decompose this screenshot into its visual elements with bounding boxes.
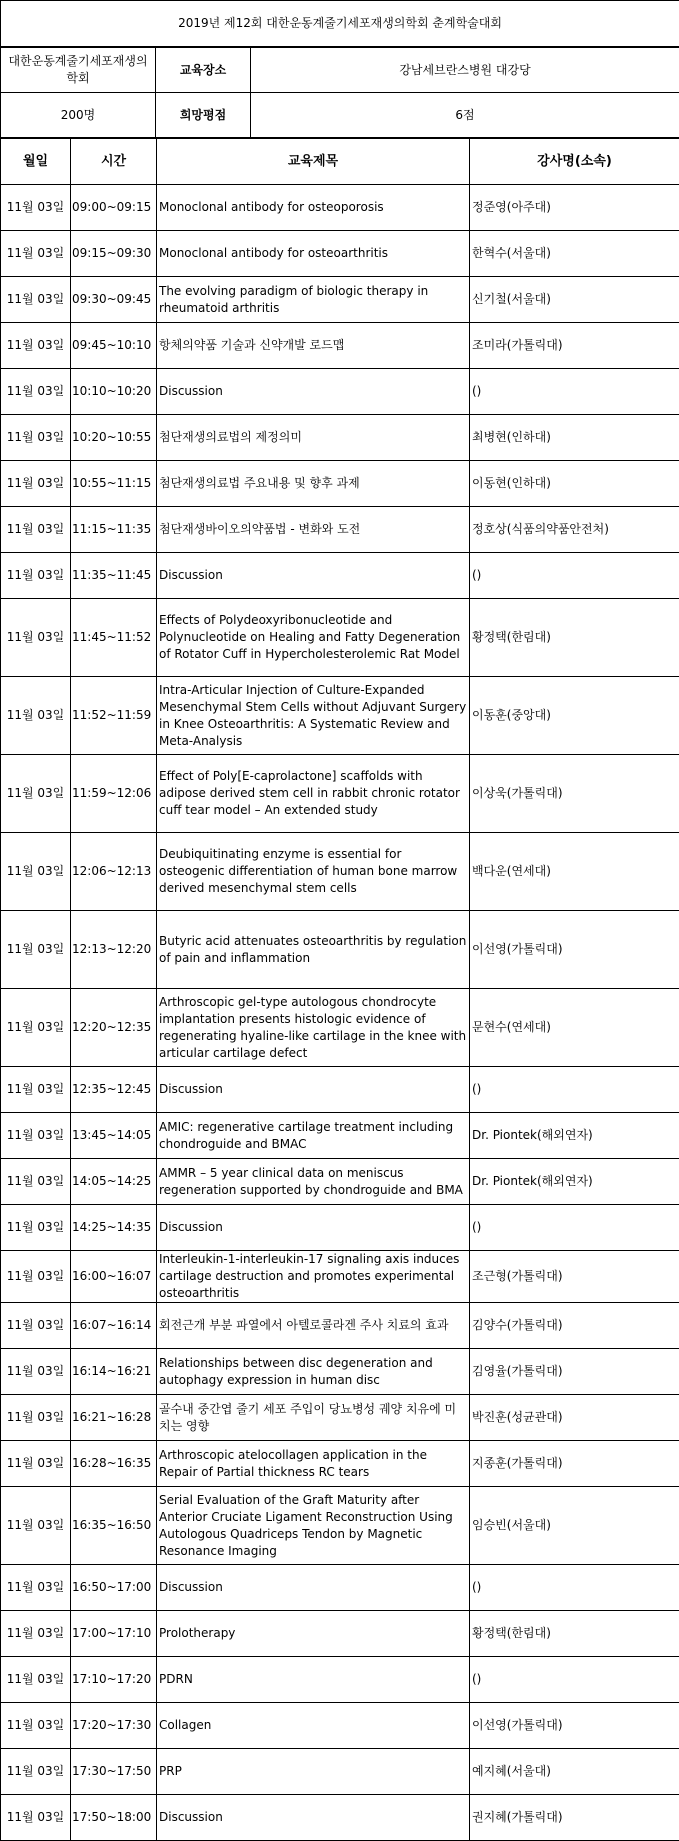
row-time: 11:35~11:45 xyxy=(71,553,157,599)
row-title: Monoclonal antibody for osteoarthritis xyxy=(157,231,470,277)
row-speaker: 김양수(가톨릭대) xyxy=(470,1303,679,1349)
row-time: 11:52~11:59 xyxy=(71,677,157,755)
row-date: 11월 03일 xyxy=(1,369,71,415)
row-date: 11월 03일 xyxy=(1,755,71,833)
table-row xyxy=(1,369,679,415)
row-speaker: 신기철(서울대) xyxy=(470,277,679,323)
table-row xyxy=(1,989,679,1067)
table-row xyxy=(1,1657,679,1703)
row-title: AMIC: regenerative cartilage treatment including chondroguide and BMAC xyxy=(157,1113,470,1159)
row-time: 17:10~17:20 xyxy=(71,1657,157,1703)
row-time: 16:35~16:50 xyxy=(71,1487,157,1565)
row-time: 09:15~09:30 xyxy=(71,231,157,277)
row-time: 14:25~14:35 xyxy=(71,1205,157,1251)
header-speaker: 강사명(소속) xyxy=(470,139,679,185)
row-date: 11월 03일 xyxy=(1,833,71,911)
header-date: 월일 xyxy=(1,139,71,185)
row-time: 17:50~18:00 xyxy=(71,1795,157,1841)
table-row xyxy=(1,323,679,369)
title-table xyxy=(0,0,679,47)
row-speaker: Dr. Piontek(해외연자) xyxy=(470,1113,679,1159)
attendee-count: 200명 xyxy=(1,93,156,138)
place-value: 강남세브란스병원 대강당 xyxy=(251,48,679,93)
table-row xyxy=(1,1251,679,1303)
row-date: 11월 03일 xyxy=(1,1303,71,1349)
row-date: 11월 03일 xyxy=(1,1113,71,1159)
row-date: 11월 03일 xyxy=(1,1657,71,1703)
row-title: The evolving paradigm of biologic therapy in rheumatoid arthritis xyxy=(157,277,470,323)
row-time: 16:50~17:00 xyxy=(71,1565,157,1611)
page-title: 2019년 제12회 대한운동계줄기세포재생의학회 춘계학술대회 xyxy=(1,1,679,47)
row-date: 11월 03일 xyxy=(1,553,71,599)
row-speaker: () xyxy=(470,553,679,599)
table-row xyxy=(1,1611,679,1657)
table-row xyxy=(1,461,679,507)
row-speaker: 권지혜(가톨릭대) xyxy=(470,1795,679,1841)
table-row xyxy=(1,1113,679,1159)
row-date: 11월 03일 xyxy=(1,1611,71,1657)
row-speaker: Dr. Piontek(해외연자) xyxy=(470,1159,679,1205)
row-date: 11월 03일 xyxy=(1,1795,71,1841)
row-time: 12:06~12:13 xyxy=(71,833,157,911)
row-title: 첨단재생바이오의약품법 - 변화와 도전 xyxy=(157,507,470,553)
row-speaker: 최병현(인하대) xyxy=(470,415,679,461)
row-speaker: 이상욱(가톨릭대) xyxy=(470,755,679,833)
row-date: 11월 03일 xyxy=(1,989,71,1067)
table-row xyxy=(1,231,679,277)
schedule-rows xyxy=(1,185,679,1841)
row-speaker: 정준영(아주대) xyxy=(470,185,679,231)
row-speaker: 임승빈(서울대) xyxy=(470,1487,679,1565)
table-row xyxy=(1,1441,679,1487)
row-date: 11월 03일 xyxy=(1,1205,71,1251)
row-title: Butyric acid attenuates osteoarthritis by regulation of pain and inflammation xyxy=(157,911,470,989)
row-time: 16:14~16:21 xyxy=(71,1349,157,1395)
table-row xyxy=(1,755,679,833)
row-date: 11월 03일 xyxy=(1,1565,71,1611)
score-label: 희망평점 xyxy=(156,93,251,138)
row-title: PRP xyxy=(157,1749,470,1795)
row-speaker: 이선영(가톨릭대) xyxy=(470,1703,679,1749)
row-time: 10:20~10:55 xyxy=(71,415,157,461)
row-title: Serial Evaluation of the Graft Maturity after Anterior Cruciate Ligament Reconstruction Using Autologous Quadriceps Tendon by Magnetic Resonance Imaging xyxy=(157,1487,470,1565)
table-row xyxy=(1,1159,679,1205)
table-row xyxy=(1,677,679,755)
row-time: 17:30~17:50 xyxy=(71,1749,157,1795)
row-title: Discussion xyxy=(157,1565,470,1611)
schedule-table xyxy=(0,138,679,1841)
row-date: 11월 03일 xyxy=(1,677,71,755)
row-speaker: 문현수(연세대) xyxy=(470,989,679,1067)
row-time: 16:00~16:07 xyxy=(71,1251,157,1303)
row-speaker: 백다운(연세대) xyxy=(470,833,679,911)
row-date: 11월 03일 xyxy=(1,1395,71,1441)
row-speaker: 이동현(인하대) xyxy=(470,461,679,507)
row-date: 11월 03일 xyxy=(1,1067,71,1113)
row-date: 11월 03일 xyxy=(1,507,71,553)
row-date: 11월 03일 xyxy=(1,1159,71,1205)
row-title: PDRN xyxy=(157,1657,470,1703)
organizer: 대한운동계줄기세포재생의학회 xyxy=(1,48,156,93)
row-time: 09:00~09:15 xyxy=(71,185,157,231)
row-time: 16:21~16:28 xyxy=(71,1395,157,1441)
row-time: 09:45~10:10 xyxy=(71,323,157,369)
row-title: Effects of Polydeoxyribonucleotide and Polynucleotide on Healing and Fatty Degeneration of Rotator Cuff in Hypercholesterolemic Rat Model xyxy=(157,599,470,677)
row-date: 11월 03일 xyxy=(1,185,71,231)
table-row xyxy=(1,1795,679,1841)
table-row xyxy=(1,553,679,599)
row-title: Relationships between disc degeneration and autophagy expression in human disc xyxy=(157,1349,470,1395)
row-time: 13:45~14:05 xyxy=(71,1113,157,1159)
table-row xyxy=(1,911,679,989)
table-row xyxy=(1,1703,679,1749)
row-speaker: () xyxy=(470,1565,679,1611)
row-date: 11월 03일 xyxy=(1,323,71,369)
row-title: Effect of Poly[E-caprolactone] scaffolds with adipose derived stem cell in rabbit chronic rotator cuff tear model – An extended study xyxy=(157,755,470,833)
row-time: 12:35~12:45 xyxy=(71,1067,157,1113)
table-row xyxy=(1,1303,679,1349)
row-speaker: 예지혜(서울대) xyxy=(470,1749,679,1795)
row-speaker: 이동훈(중앙대) xyxy=(470,677,679,755)
row-time: 10:10~10:20 xyxy=(71,369,157,415)
row-date: 11월 03일 xyxy=(1,415,71,461)
row-title: Discussion xyxy=(157,1205,470,1251)
row-time: 16:28~16:35 xyxy=(71,1441,157,1487)
row-title: Prolotherapy xyxy=(157,1611,470,1657)
row-speaker: 이선영(가톨릭대) xyxy=(470,911,679,989)
row-date: 11월 03일 xyxy=(1,1487,71,1565)
row-speaker: 황정택(한림대) xyxy=(470,599,679,677)
row-title: Deubiquitinating enzyme is essential for osteogenic differentiation of human bone marrow derived mesenchymal stem cells xyxy=(157,833,470,911)
row-speaker: () xyxy=(470,1657,679,1703)
score-value: 6점 xyxy=(251,93,679,138)
row-time: 10:55~11:15 xyxy=(71,461,157,507)
row-title: 첨단재생의료법의 제정의미 xyxy=(157,415,470,461)
row-title: 항체의약품 기술과 신약개발 로드맵 xyxy=(157,323,470,369)
row-speaker: 조근형(가톨릭대) xyxy=(470,1251,679,1303)
row-title: Intra-Articular Injection of Culture-Expanded Mesenchymal Stem Cells without Adjuvant Surgery in Knee Osteoarthritis: A Systematic Review and Meta-Analysis xyxy=(157,677,470,755)
table-row xyxy=(1,1565,679,1611)
row-time: 11:15~11:35 xyxy=(71,507,157,553)
row-time: 16:07~16:14 xyxy=(71,1303,157,1349)
table-row xyxy=(1,415,679,461)
row-speaker: 조미라(가톨릭대) xyxy=(470,323,679,369)
row-speaker: 정호상(식품의약품안전처) xyxy=(470,507,679,553)
table-row xyxy=(1,1395,679,1441)
row-speaker: 황정택(한림대) xyxy=(470,1611,679,1657)
row-title: Arthroscopic atelocollagen application in the Repair of Partial thickness RC tears xyxy=(157,1441,470,1487)
row-time: 12:13~12:20 xyxy=(71,911,157,989)
row-time: 11:45~11:52 xyxy=(71,599,157,677)
row-speaker: 한혁수(서울대) xyxy=(470,231,679,277)
row-speaker: () xyxy=(470,369,679,415)
row-time: 14:05~14:25 xyxy=(71,1159,157,1205)
row-date: 11월 03일 xyxy=(1,1251,71,1303)
row-date: 11월 03일 xyxy=(1,1349,71,1395)
row-speaker: 박진훈(성균관대) xyxy=(470,1395,679,1441)
header-time: 시간 xyxy=(71,139,157,185)
row-time: 11:59~12:06 xyxy=(71,755,157,833)
row-title: 회전근개 부분 파열에서 아텔로콜라겐 주사 치료의 효과 xyxy=(157,1303,470,1349)
row-date: 11월 03일 xyxy=(1,911,71,989)
row-title: Monoclonal antibody for osteoporosis xyxy=(157,185,470,231)
table-row xyxy=(1,277,679,323)
table-row xyxy=(1,1349,679,1395)
row-title: Discussion xyxy=(157,553,470,599)
row-date: 11월 03일 xyxy=(1,1703,71,1749)
row-time: 12:20~12:35 xyxy=(71,989,157,1067)
table-row xyxy=(1,507,679,553)
info-table xyxy=(0,47,679,138)
row-time: 17:20~17:30 xyxy=(71,1703,157,1749)
row-title: 첨단재생의료법 주요내용 및 향후 과제 xyxy=(157,461,470,507)
place-label: 교육장소 xyxy=(156,48,251,93)
row-title: Discussion xyxy=(157,1795,470,1841)
table-row xyxy=(1,1205,679,1251)
row-date: 11월 03일 xyxy=(1,277,71,323)
table-row xyxy=(1,1487,679,1565)
row-time: 17:00~17:10 xyxy=(71,1611,157,1657)
row-title: Arthroscopic gel-type autologous chondrocyte implantation presents histologic evidence of regenerating hyaline-like cartilage in the knee with articular cartilage defect xyxy=(157,989,470,1067)
row-speaker: 지종훈(가톨릭대) xyxy=(470,1441,679,1487)
table-row xyxy=(1,1749,679,1795)
table-row xyxy=(1,1067,679,1113)
table-row xyxy=(1,833,679,911)
table-row xyxy=(1,185,679,231)
row-time: 09:30~09:45 xyxy=(71,277,157,323)
row-date: 11월 03일 xyxy=(1,599,71,677)
row-date: 11월 03일 xyxy=(1,1749,71,1795)
row-date: 11월 03일 xyxy=(1,231,71,277)
row-title: AMMR – 5 year clinical data on meniscus regeneration supported by chondroguide and BMA xyxy=(157,1159,470,1205)
row-speaker: () xyxy=(470,1205,679,1251)
header-title: 교육제목 xyxy=(157,139,470,185)
table-row xyxy=(1,599,679,677)
row-speaker: () xyxy=(470,1067,679,1113)
row-title: Discussion xyxy=(157,1067,470,1113)
row-title: Interleukin-1-interleukin-17 signaling axis induces cartilage destruction and promotes experimental osteoarthritis xyxy=(157,1251,470,1303)
row-speaker: 김영율(가톨릭대) xyxy=(470,1349,679,1395)
row-title: 골수내 중간엽 줄기 세포 주입이 당뇨병성 궤양 치유에 미치는 영향 xyxy=(157,1395,470,1441)
row-title: Collagen xyxy=(157,1703,470,1749)
row-date: 11월 03일 xyxy=(1,461,71,507)
row-date: 11월 03일 xyxy=(1,1441,71,1487)
row-title: Discussion xyxy=(157,369,470,415)
